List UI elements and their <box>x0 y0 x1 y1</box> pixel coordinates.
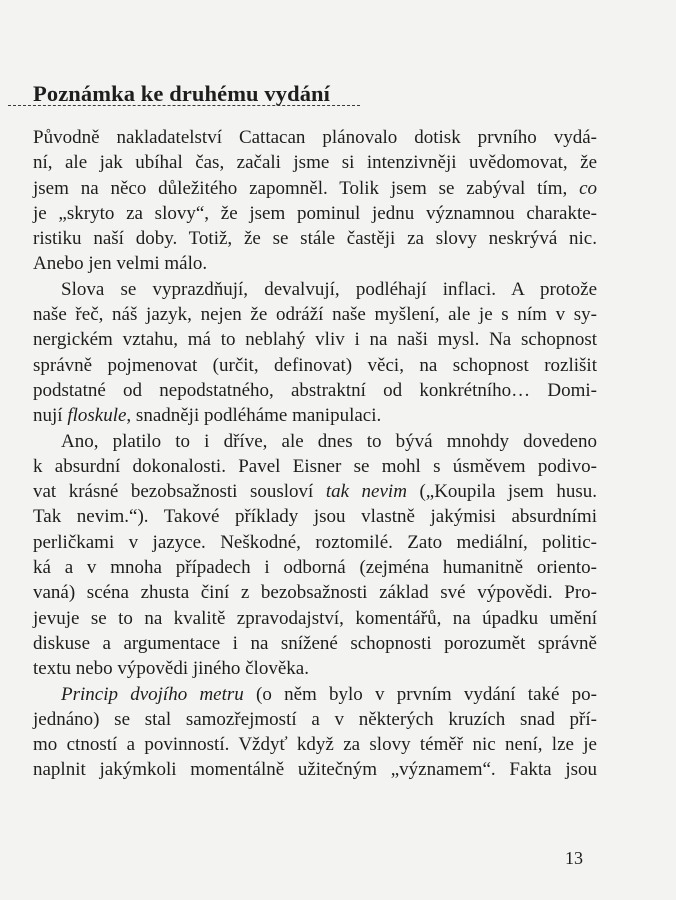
text-line <box>33 277 597 302</box>
text-run: Anebo jen velmi málo. <box>33 253 208 275</box>
text-line <box>33 606 597 631</box>
text-run: nují <box>33 405 68 427</box>
text-run: Slova se vyprazdňují, devalvují, podléhají inflaci. A protože <box>61 278 597 300</box>
text-run: vaná) scéna zhusta činí z bezobsažnosti základ své výpovědi. Pro- <box>33 582 597 604</box>
text-line <box>33 302 597 327</box>
text-line <box>33 378 597 403</box>
text-run: k absurdní dokonalosti. Pavel Eisner se mohl s úsměvem podivo- <box>33 455 597 477</box>
text-line <box>33 555 597 580</box>
text-line <box>33 682 597 707</box>
text-run: ká a v mnoha případech i odborná (zejména humanitně oriento- <box>33 557 597 579</box>
italic-text: floskule <box>67 405 127 427</box>
italic-text: co <box>579 177 597 199</box>
text-run: naše řeč, náš jazyk, nejen že odráží naše myšlení, ale je s ním v sy- <box>33 304 597 326</box>
text-run: ní, ale jak ubíhal čas, začali jsme si intenzivněji uvědomovat, že <box>33 152 597 174</box>
text-line <box>33 732 597 757</box>
text-run: perličkami v jazyce. Neškodné, roztomilé. Zato mediální, politic- <box>33 531 597 553</box>
italic-text: Princip dvojího metru <box>61 683 244 705</box>
text-line <box>33 429 597 454</box>
text-run: vat krásné bezobsažnosti sousloví <box>33 481 326 503</box>
text-line <box>33 327 597 352</box>
text-line <box>33 226 597 251</box>
text-run: správně pojmenovat (určit, definovat) věci, na schopnost rozlišit <box>33 354 597 376</box>
page-number: 13 <box>565 848 583 868</box>
text-run: („Koupila jsem husu. <box>406 481 597 503</box>
text-run: ristiku naší doby. Totiž, že se stále častěji za slovy neskrývá nic. <box>33 228 597 250</box>
body-text <box>33 125 597 783</box>
text-run: Ano, platilo to i dříve, ale dnes to bývá mnohdy dovedeno <box>61 430 597 452</box>
text-line <box>33 707 597 732</box>
text-run: Původně nakladatelství Cattacan plánovalo dotisk prvního vydá- <box>33 127 597 148</box>
text-run: (o něm bylo v prvním vydání také po- <box>243 683 598 705</box>
text-line <box>33 150 597 175</box>
text-line <box>33 479 597 504</box>
text-line <box>33 631 597 656</box>
text-run: jednáno) se stal samozřejmostí a v některých kruzích snad pří- <box>33 708 597 730</box>
section-heading: Poznámka ke druhému vydání <box>33 81 331 106</box>
text-run: Tak nevim.“). Takové příklady jsou vlastně jakýmisi absurdními <box>33 506 597 528</box>
text-run: podstatné od nepodstatného, abstraktní od konkrétního… Domi- <box>33 379 597 401</box>
text-line <box>33 580 597 605</box>
text-line <box>33 201 597 226</box>
text-run: jevuje se to na kvalitě zpravodajství, komentářů, na úpadku umění <box>33 607 597 629</box>
text-line <box>33 353 597 378</box>
text-run: nergickém vztahu, má to neblahý vliv i na naši mysl. Na schopnost <box>33 329 597 351</box>
text-run: diskuse a argumentace i na snížené schopnosti porozumět správně <box>33 632 597 654</box>
text-line <box>33 757 597 782</box>
text-line <box>33 251 597 276</box>
text-line <box>33 454 597 479</box>
text-run: jsem na něco důležitého zapomněl. Tolik jsem se zabýval tím, <box>33 177 580 199</box>
text-run: textu nebo výpovědi jiného člověka. <box>33 658 309 680</box>
text-run: , snadněji podléháme manipulaci. <box>126 405 382 427</box>
heading-dashed-rule <box>8 105 360 106</box>
text-line <box>33 504 597 529</box>
text-line <box>33 176 597 201</box>
text-line <box>33 403 597 428</box>
text-line <box>33 125 597 150</box>
text-line <box>33 530 597 555</box>
italic-text: tak nevim <box>325 481 407 503</box>
text-run: naplnit jakýmkoli momentálně užitečným „významem“. Fakta jsou <box>33 759 597 781</box>
text-run: je „skryto za slovy“, že jsem pominul jednu významnou charakte- <box>33 202 597 224</box>
text-run: mo ctností a povinností. Vždyť když za slovy téměř nic není, lze je <box>33 734 597 756</box>
text-line <box>33 656 597 681</box>
